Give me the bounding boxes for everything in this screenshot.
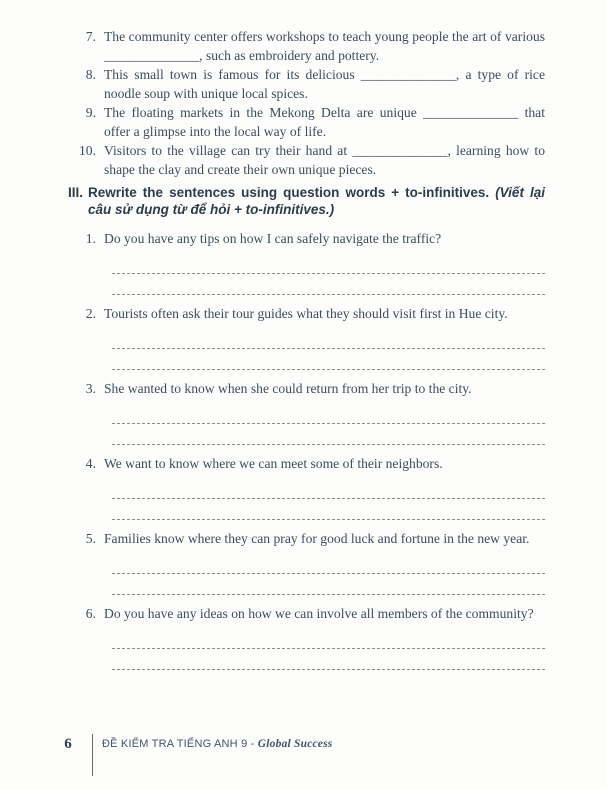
question-text: We want to know where we can meet some of their neighbors.	[104, 456, 443, 471]
exercise-item-9	[78, 103, 545, 141]
exercise-item-7	[78, 27, 545, 65]
rewrite-item-6	[78, 604, 545, 670]
answer-blank-line	[112, 328, 545, 349]
item-number: 8.	[85, 67, 96, 82]
page-footer	[60, 734, 332, 776]
rewrite-item-3	[78, 379, 545, 445]
answer-blank-line	[112, 424, 545, 445]
section-title	[88, 184, 545, 218]
footer-book-series: Global Success	[257, 738, 333, 750]
footer-book-title	[102, 738, 332, 750]
question-text: Do you have any tips on how I can safely navigate the traffic?	[104, 231, 442, 246]
answer-blank-line	[112, 253, 545, 274]
section-heading	[67, 184, 545, 218]
item-number: 7.	[85, 29, 96, 44]
exercise-item-8	[78, 65, 545, 103]
section-title-vi: (Viết lại câu sử dụng từ để hỏi + to-infinitives.)	[88, 185, 545, 217]
answer-blank-line	[112, 649, 545, 670]
answer-blank-line	[112, 628, 545, 649]
footer-title-text: ĐỀ KIỂM TRA TIẾNG ANH 9 -	[102, 738, 258, 750]
question-text: She wanted to know when she could return from her trip to the city.	[104, 381, 472, 396]
item-number: 5.	[85, 531, 96, 546]
question	[78, 304, 545, 323]
rewrite-item-5	[78, 529, 545, 595]
answer-blank-line	[112, 403, 545, 424]
rewrite-item-2	[78, 304, 545, 370]
question	[78, 529, 545, 548]
item-number: 4.	[85, 456, 96, 471]
item-number: 9.	[85, 105, 96, 120]
question-text: Families know where they can pray for good luck and fortune in the new year.	[104, 531, 530, 546]
page-number: 6	[64, 736, 72, 752]
rewrite-item-1	[78, 229, 545, 295]
section-title-en: Rewrite the sentences using question words + to-infinitives.	[88, 185, 490, 200]
question-text: Tourists often ask their tour guides what they should visit first in Hue city.	[104, 306, 508, 321]
question-text: Do you have any ideas on how we can involve all members of the community?	[104, 606, 534, 621]
item-text: This small town is famous for its delicious ______________, a type of rice noodle soup with unique local spices.	[104, 67, 545, 101]
answer-blank-line	[112, 553, 545, 574]
answer-blank-line	[112, 499, 545, 520]
rewrite-item-4	[78, 454, 545, 520]
answer-blank-line	[112, 274, 545, 295]
item-number: 1.	[85, 231, 96, 246]
question	[78, 379, 545, 398]
item-number: 6.	[85, 606, 96, 621]
item-text: Visitors to the village can try their hand at ______________, learning how to shape the clay and create their own unique pieces.	[104, 143, 545, 177]
section-numeral: III.	[67, 185, 83, 200]
answer-blank-line	[112, 478, 545, 499]
footer-divider	[92, 734, 93, 776]
question	[78, 229, 545, 248]
rewrite-section	[78, 229, 545, 670]
fill-in-blank-section	[78, 27, 545, 179]
item-text: The floating markets in the Mekong Delta are unique ______________ that offer a glimpse into the local way of life.	[104, 105, 545, 139]
item-text: The community center offers workshops to teach young people the art of various ______________, such as embroidery and pottery.	[104, 29, 545, 63]
item-number: 2.	[85, 306, 96, 321]
item-number: 3.	[85, 381, 96, 396]
exercise-item-10	[78, 141, 545, 179]
item-number: 10.	[79, 143, 96, 158]
answer-blank-line	[112, 349, 545, 370]
question	[78, 454, 545, 473]
question	[78, 604, 545, 623]
answer-blank-line	[112, 574, 545, 595]
